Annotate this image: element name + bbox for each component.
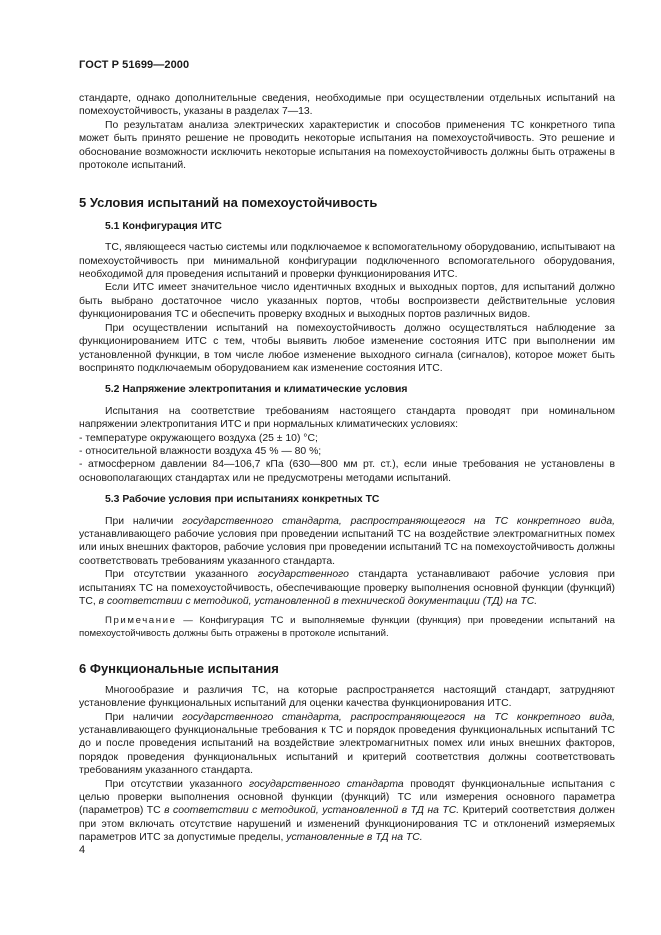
s6-p2-text-a: При наличии — [105, 711, 183, 723]
s53-p2-text-b: стандарта устанавливают рабочие условия при испытаниях ТС на помехоустойчивость, обеспечивающие проверку выполнения основной функции (функций) ТС, — [79, 569, 615, 607]
s6-paragraph-2 — [79, 711, 615, 778]
spacer — [79, 676, 615, 684]
page-content — [79, 92, 615, 845]
intro-paragraph-1: стандарте, однако дополнительные сведения, необходимые при осуществлении отдельных испытаний на помехоустойчивость, указаны в разделах 7—13. — [79, 93, 615, 118]
s6-p2-italic: государственного стандарта, распространяющегося на ТС конкретного вида, — [182, 711, 615, 723]
s53-p2-text-a: При отсутствии указанного — [105, 569, 258, 581]
s52-bullet-pressure: - атмосферном давлении 84—106,7 кПа (630—800 мм рт. ст.), если иные требования не установлены в основополагающих стандартах или не предусмотрены методами испытаний. — [79, 459, 615, 484]
s52-bullet-temperature: - температуре окружающего воздуха (25 ± 10) °С; — [79, 432, 318, 444]
s6-p3-text-a: При отсутствии указанного — [105, 778, 249, 790]
subsection-5-3-heading: 5.3 Рабочие условия при испытаниях конкретных ТС — [105, 494, 380, 506]
s51-paragraph-3: При осуществлении испытаний на помехоустойчивость должно осуществляться наблюдение за функционированием ИТС с тем, чтобы выявить любое изменение состояния ИТС при выполнении им установленной функции, в том числе любое изменение выходного сигнала (сигналов), которое может быть воспринято подключаемым оборудованием как изменение состояния ИТС. — [79, 322, 615, 374]
note-text: — Конфигурация ТС и выполняемые функции (функция) при проведении испытаний на помехоустойчивость должны быть отражены в протоколе испытаний. — [79, 615, 615, 639]
s51-paragraph-2: Если ИТС имеет значительное число идентичных входных и выходных портов, для испытаний должно быть выбрано достаточное число указанных портов, чтобы воспроизвести действительные условия функционирования ТС и обеспечить проверку входных и выходных портов различных видов. — [79, 282, 615, 321]
subsection-5-2-heading: 5.2 Напряжение электропитания и климатические условия — [105, 384, 408, 396]
section-6-heading: 6 Функциональные испытания — [79, 661, 279, 677]
s53-p2-italic-1: государственного — [257, 569, 349, 581]
s51-paragraph-1: ТС, являющееся частью системы или подключаемое к вспомогательному оборудованию, испытывают на помехоустойчивость при минимальной конфигурации подключенного вспомогательного оборудования, необходимой для проведения испытаний и проверки функционирования ИТС. — [79, 242, 615, 281]
s6-p2-text-b: устанавливающего функциональные требования к ТС и порядок проведения функциональных испытаний ТС до и после проведения испытаний на воздействие электромагнитных помех или иных внешних факторов, порядок проведения функциональных испытаний и критерий соответствия должны соответствовать требованиям указанного стандарта. — [79, 725, 615, 777]
s53-note — [79, 615, 615, 640]
s53-paragraph-1 — [79, 515, 615, 569]
s6-p3-italic-3: установленные в ТД на ТС. — [286, 832, 423, 844]
s53-paragraph-2 — [79, 568, 615, 608]
s53-p2-italic-2: в соответствии с методикой, установленной в технической документации (ТД) на ТС. — [98, 596, 538, 607]
s6-p3-text-b: проводят функциональные испытания с целью проверки выполнения основной функции (функций) ТС или измерения основного параметра (параметров) ТС — [79, 778, 615, 817]
s6-p3-italic-2: в соответствии с методикой, установленной в ТД на ТС. — [164, 805, 460, 817]
s52-paragraph-1: Испытания на соответствие требованиям настоящего стандарта проводят при номинальном напряжении электропитания ИТС и при нормальных климатических условиях: — [79, 405, 615, 431]
s53-p1-italic: государственного стандарта, распространяющегося на ТС конкретного вида, — [182, 515, 615, 527]
s53-p1-text-a: При наличии — [105, 515, 183, 527]
s52-bullet-humidity: - относительной влажности воздуха 45 % — 80 %; — [79, 445, 322, 457]
page-number: 4 — [79, 844, 86, 856]
subsection-5-1-heading: 5.1 Конфигурация ИТС — [105, 220, 222, 232]
section-5-heading: 5 Условия испытаний на помехоустойчивость — [79, 195, 378, 211]
s6-paragraph-3 — [79, 778, 615, 845]
page-header: ГОСТ Р 51699—2000 — [79, 59, 190, 71]
s6-p3-italic-1: государственного стандарта — [248, 778, 404, 790]
intro-paragraph-2: По результатам анализа электрических характеристик и способов применения ТС конкретного типа может быть принято решение не проводить некоторые испытания на помехоустойчивость. Это решение и обоснование возможности исключить некоторые испытания на помехоустойчивость должны быть отражены в протоколе испытаний. — [79, 119, 615, 172]
s6-p3-text-c: Критерий соответствия должен при этом включать отсутствие нарушений и изменений функционирования ТС и отклонений измеряемых параметров ИТС за допустимые пределы, — [79, 805, 615, 844]
s6-paragraph-1: Многообразие и различия ТС, на которые распространяется настоящий стандарт, затрудняют установление функциональных испытаний для оценки качества функционирования ИТС. — [79, 684, 615, 710]
s53-p1-text-b: устанавливающего рабочие условия при проведении испытаний ТС на воздействие электромагнитных помех или иных внешних факторов, рабочие условия при проведении испытаний ТС на помехоустойчивость должны соответствовать требованиям указанного стандарта. — [79, 528, 615, 567]
note-label: Примечание — [105, 615, 177, 627]
